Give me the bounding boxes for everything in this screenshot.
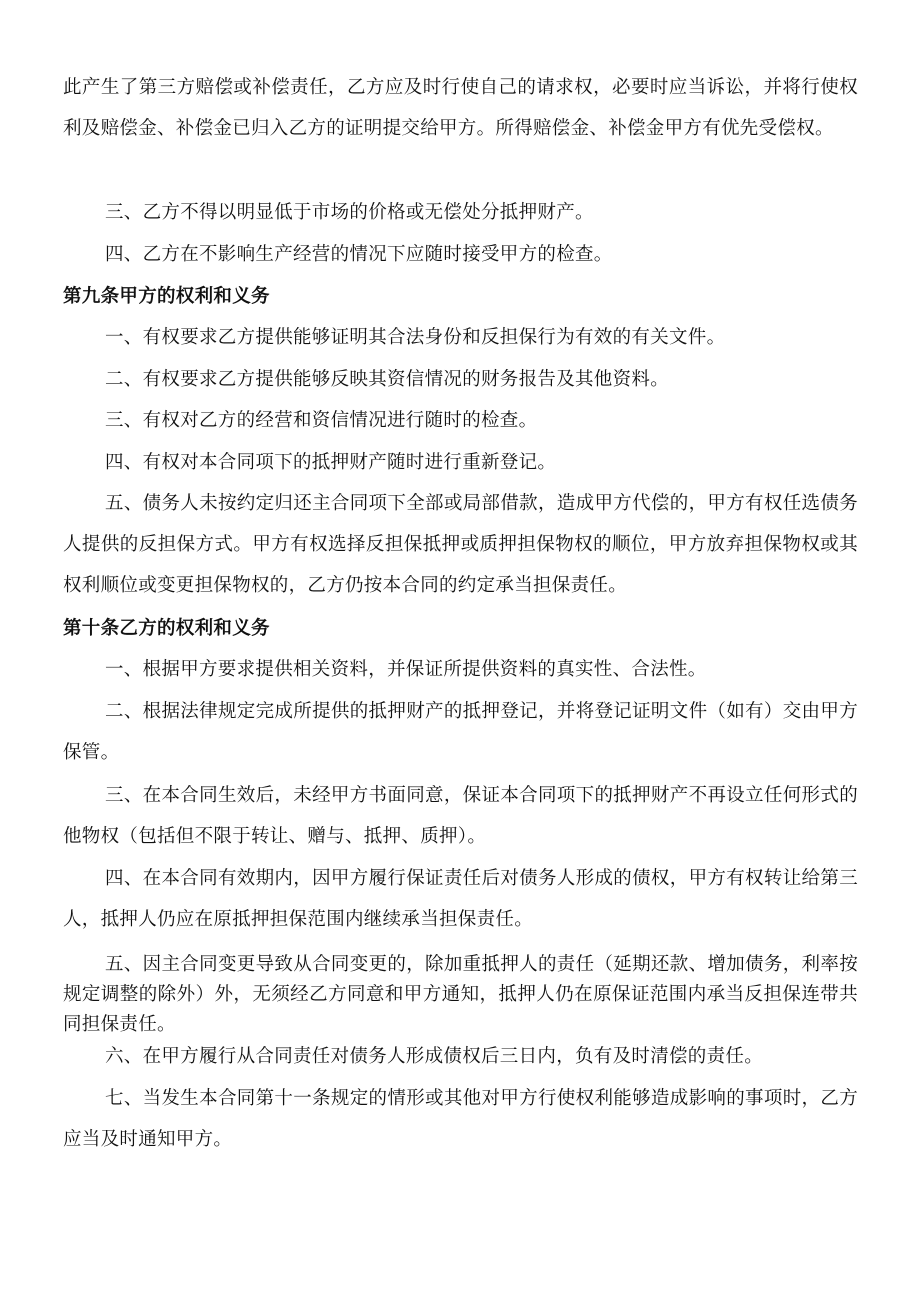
article-10-heading: 第十条乙方的权利和义务 xyxy=(63,618,270,639)
article-9-item-2: 二、有权要求乙方提供能够反映其资信情况的财务报告及其他资料。 xyxy=(105,369,670,390)
article-9-item-1: 一、有权要求乙方提供能够证明其合法身份和反担保行为有效的有关文件。 xyxy=(105,327,726,348)
clause-8-item-4: 四、乙方在不影响生产经营的情况下应随时接受甲方的检查。 xyxy=(105,244,613,265)
article-9-item-3: 三、有权对乙方的经营和资信情况进行随时的检查。 xyxy=(105,410,538,431)
clause-8-item-3: 三、乙方不得以明显低于市场的价格或无偿处分抵押财产。 xyxy=(105,202,594,223)
article-10-item-3: 三、在本合同生效后，未经甲方书面同意，保证本合同项下的抵押财产不再设立任何形式的他物权（包括但不限于转让、赠与、抵押、质押）。 xyxy=(63,785,858,847)
paragraph-continuation: 此产生了第三方赔偿或补偿责任，乙方应及时行使自己的请求权，必要时应当诉讼，并将行使权利及赔偿金、补偿金已归入乙方的证明提交给甲方。所得赔偿金、补偿金甲方有优先受偿权。 xyxy=(63,77,858,139)
article-9-heading: 第九条甲方的权利和义务 xyxy=(63,286,270,307)
article-10-item-5: 五、因主合同变更导致从合同变更的，除加重抵押人的责任（延期还款、增加债务，利率按规定调整的除外）外，无须经乙方同意和甲方通知，抵押人仍在原保证范围内承当反担保连带共同担保责任。 xyxy=(63,954,858,1035)
article-9-item-5: 五、债务人未按约定归还主合同项下全部或局部借款，造成甲方代偿的，甲方有权任选债务人提供的反担保方式。甲方有权选择反担保抵押或质押担保物权的顺位，甲方放弃担保物权或其权利顺位或变更担保物权的，乙方仍按本合同的约定承当担保责任。 xyxy=(63,493,858,596)
article-10-item-4: 四、在本合同有效期内，因甲方履行保证责任后对债务人形成的债权，甲方有权转让给第三人，抵押人仍应在原抵押担保范围内继续承当担保责任。 xyxy=(63,868,858,930)
article-9-item-4: 四、有权对本合同项下的抵押财产随时进行重新登记。 xyxy=(105,452,557,473)
article-10-item-7: 七、当发生本合同第十一条规定的情形或其他对甲方行使权利能够造成影响的事项时，乙方应当及时通知甲方。 xyxy=(63,1088,858,1150)
article-10-item-1: 一、根据甲方要求提供相关资料，并保证所提供资料的真实性、合法性。 xyxy=(105,659,707,680)
article-10-item-2: 二、根据法律规定完成所提供的抵押财产的抵押登记，并将登记证明文件（如有）交由甲方保管。 xyxy=(63,701,858,763)
article-10-item-6: 六、在甲方履行从合同责任对债务人形成债权后三日内，负有及时清偿的责任。 xyxy=(105,1046,764,1067)
